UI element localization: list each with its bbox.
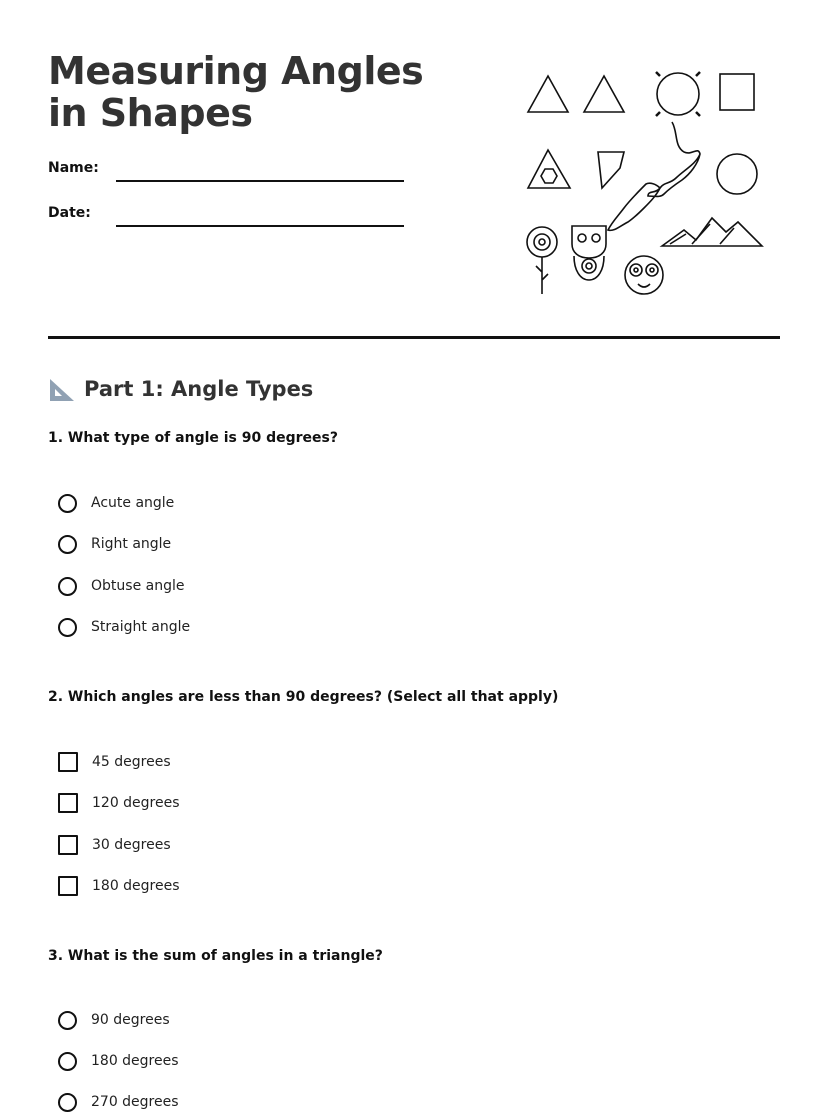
date-label: Date:	[48, 205, 91, 221]
date-field[interactable]	[116, 225, 404, 227]
option-label: 30 degrees	[92, 837, 171, 853]
tiki-mask-icon	[572, 226, 606, 280]
q1-option-acute[interactable]	[58, 491, 174, 515]
set-square-icon	[48, 375, 76, 403]
circle-icon	[717, 154, 757, 194]
radio-button[interactable]	[58, 1052, 77, 1071]
radio-button[interactable]	[58, 577, 77, 596]
option-label: 45 degrees	[92, 754, 171, 770]
dotted-circle-icon	[656, 72, 700, 116]
option-label: 120 degrees	[92, 795, 180, 811]
q1-option-obtuse[interactable]	[58, 574, 184, 598]
mountains-icon	[662, 218, 762, 246]
option-label: 90 degrees	[91, 1012, 170, 1028]
option-label: Obtuse angle	[91, 578, 185, 594]
shapes-illustration	[520, 60, 770, 300]
q3-option-180[interactable]	[58, 1049, 179, 1073]
option-label: Straight angle	[91, 619, 191, 635]
triangle-icon	[584, 76, 624, 112]
triangle-hexagon-icon	[528, 150, 570, 188]
part-1-header	[48, 374, 313, 404]
new-zealand-map-icon	[608, 122, 700, 230]
name-label: Name:	[48, 160, 99, 176]
question-3: 3. What is the sum of angles in a triangle?	[48, 948, 383, 964]
q2-option-180[interactable]	[58, 874, 180, 898]
radio-button[interactable]	[58, 1011, 77, 1030]
checkbox[interactable]	[58, 835, 78, 855]
koru-flower-icon	[527, 227, 557, 294]
option-label: 180 degrees	[92, 878, 180, 894]
radio-button[interactable]	[58, 494, 77, 513]
name-field[interactable]	[116, 180, 404, 182]
q2-option-45[interactable]	[58, 750, 171, 774]
q2-option-30[interactable]	[58, 833, 171, 857]
square-icon	[720, 74, 754, 110]
triangle-icon	[528, 76, 568, 112]
radio-button[interactable]	[58, 618, 77, 637]
option-label: Right angle	[91, 536, 172, 552]
q3-option-270[interactable]	[58, 1090, 179, 1114]
owl-mask-icon	[625, 256, 663, 294]
q2-option-120[interactable]	[58, 791, 180, 815]
radio-button[interactable]	[58, 535, 77, 554]
radio-button[interactable]	[58, 1093, 77, 1112]
question-2: 2. Which angles are less than 90 degrees? (Select all that apply)	[48, 689, 559, 705]
option-label: 270 degrees	[91, 1094, 179, 1110]
option-label: Acute angle	[91, 495, 175, 511]
page-title: Measuring Angles in Shapes	[48, 49, 424, 135]
quadrilateral-icon	[598, 152, 624, 188]
checkbox[interactable]	[58, 752, 78, 772]
section-divider	[48, 336, 780, 339]
question-1: 1. What type of angle is 90 degrees?	[48, 430, 339, 446]
part-1-title: Part 1: Angle Types	[84, 377, 314, 401]
checkbox[interactable]	[58, 793, 78, 813]
q1-option-straight[interactable]	[58, 615, 190, 639]
q3-option-90[interactable]	[58, 1008, 170, 1032]
q1-option-right[interactable]	[58, 532, 171, 556]
option-label: 180 degrees	[91, 1053, 179, 1069]
checkbox[interactable]	[58, 876, 78, 896]
